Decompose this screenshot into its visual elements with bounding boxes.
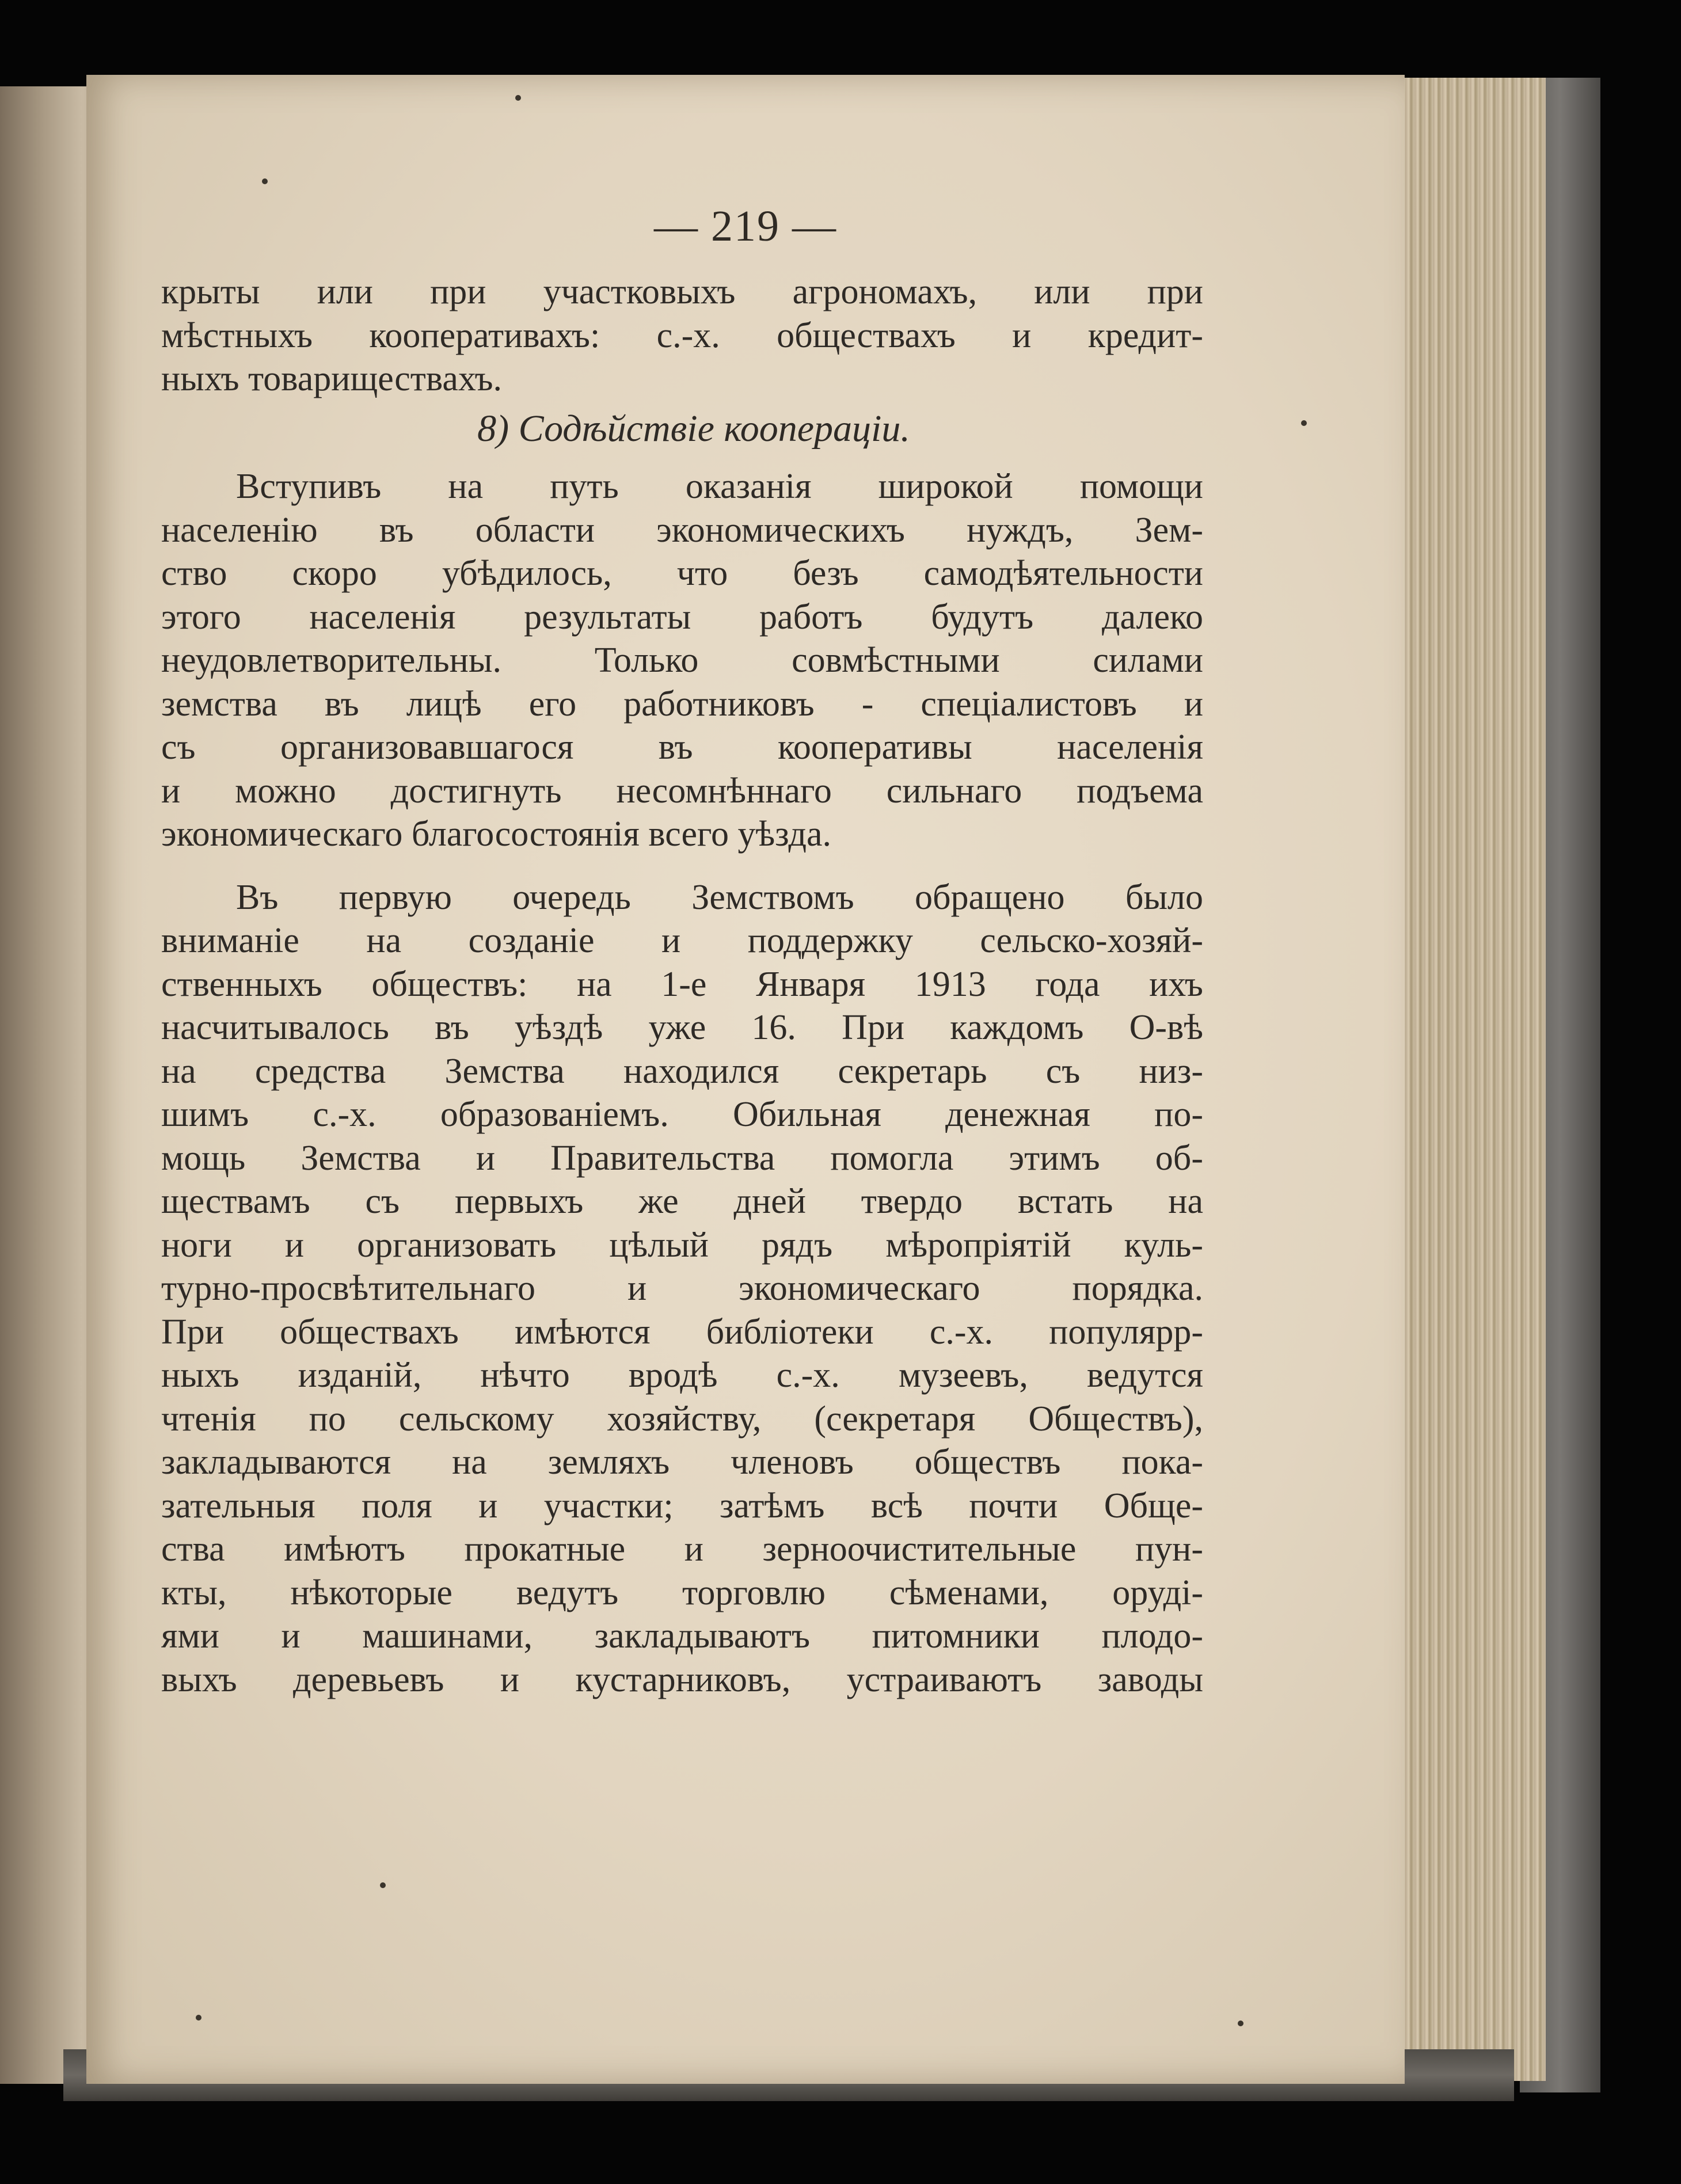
text-line: съ организовавшагося въ кооперативы населенія <box>161 728 1203 767</box>
text-line: на средства Земства находился секретарь съ низ- <box>161 1051 1203 1091</box>
text-line: выхъ деревьевъ и кустарниковъ, устраиваютъ заводы <box>161 1660 1203 1699</box>
text-line: неудовлетворительны. Только совмѣстными силами <box>161 641 1203 680</box>
text-line: ями и машинами, закладываютъ питомники плодо- <box>161 1616 1203 1656</box>
paragraph-gap <box>161 857 1203 876</box>
text-line: ноги и организовать цѣлый рядъ мѣропріятій куль- <box>161 1225 1203 1265</box>
text-line: турно-просвѣтительнаго и экономическаго порядка. <box>161 1269 1203 1308</box>
text-line: ственныхъ обществъ: на 1-е Января 1913 года ихъ <box>161 964 1203 1004</box>
text-line: При обществахъ имѣются библіотеки с.-х. популярр- <box>161 1312 1203 1352</box>
dust-speck <box>1238 2021 1243 2026</box>
page-text <box>161 271 1203 1702</box>
text-line: закладываются на земляхъ членовъ обществъ пока- <box>161 1443 1203 1482</box>
text-line: ныхъ товариществахъ. <box>161 359 503 398</box>
dust-speck <box>1301 420 1307 426</box>
page-number: — 219 — <box>654 202 837 250</box>
text-line: экономическаго благосостоянія всего уѣзда. <box>161 815 832 854</box>
dust-speck <box>380 1882 386 1888</box>
dust-speck <box>262 178 268 184</box>
text-line: Въ первую очередь Земствомъ обращено было <box>236 877 1203 917</box>
text-line: этого населенія результаты работъ будутъ далеко <box>161 597 1203 637</box>
text-line: населенію въ области экономическихъ нуждъ, Зем- <box>161 510 1203 550</box>
book-page <box>86 75 1405 2084</box>
text-line: ныхъ изданій, нѣчто вродѣ с.-х. музеевъ, ведутся <box>161 1356 1203 1395</box>
text-line: Вступивъ на путь оказанія широкой помощи <box>236 467 1203 506</box>
section-heading: 8) Содѣйствіе коопераціи. <box>477 407 910 450</box>
text-line: мѣстныхъ кооперативахъ: с.-х. обществахъ и кредит- <box>161 315 1203 355</box>
text-line: кты, нѣкоторые ведутъ торговлю сѣменами, оруді- <box>161 1573 1203 1612</box>
text-line: вниманіе на созданіе и поддержку сельско-хозяй- <box>161 921 1203 960</box>
text-line: чтенія по сельскому хозяйству, (секретаря Обществъ), <box>161 1399 1203 1439</box>
text-line: ства имѣютъ прокатные и зерноочистительные пун- <box>161 1529 1203 1569</box>
text-line: насчитывалось въ уѣздѣ уже 16. При каждомъ О-вѣ <box>161 1008 1203 1047</box>
text-line: ществамъ съ первыхъ же дней твердо встать на <box>161 1182 1203 1221</box>
text-line: крыты или при участковыхъ агрономахъ, или при <box>161 272 1203 311</box>
text-line: земства въ лицѣ его работниковъ - спеціалистовъ и <box>161 684 1203 724</box>
text-line: шимъ с.-х. образованіемъ. Обильная денежная по- <box>161 1095 1203 1134</box>
text-line: и можно достигнуть несомнѣннаго сильнаго подъема <box>161 771 1203 811</box>
text-line: мощь Земства и Правительства помогла этимъ об- <box>161 1138 1203 1178</box>
text-line: зательныя поля и участки; затѣмъ всѣ почти Обще- <box>161 1486 1203 1525</box>
text-line: ство скоро убѣдилось, что безъ самодѣятельности <box>161 554 1203 593</box>
page-stack-edges <box>1396 78 1546 2081</box>
dust-speck <box>515 95 521 101</box>
dust-speck <box>196 2015 201 2021</box>
